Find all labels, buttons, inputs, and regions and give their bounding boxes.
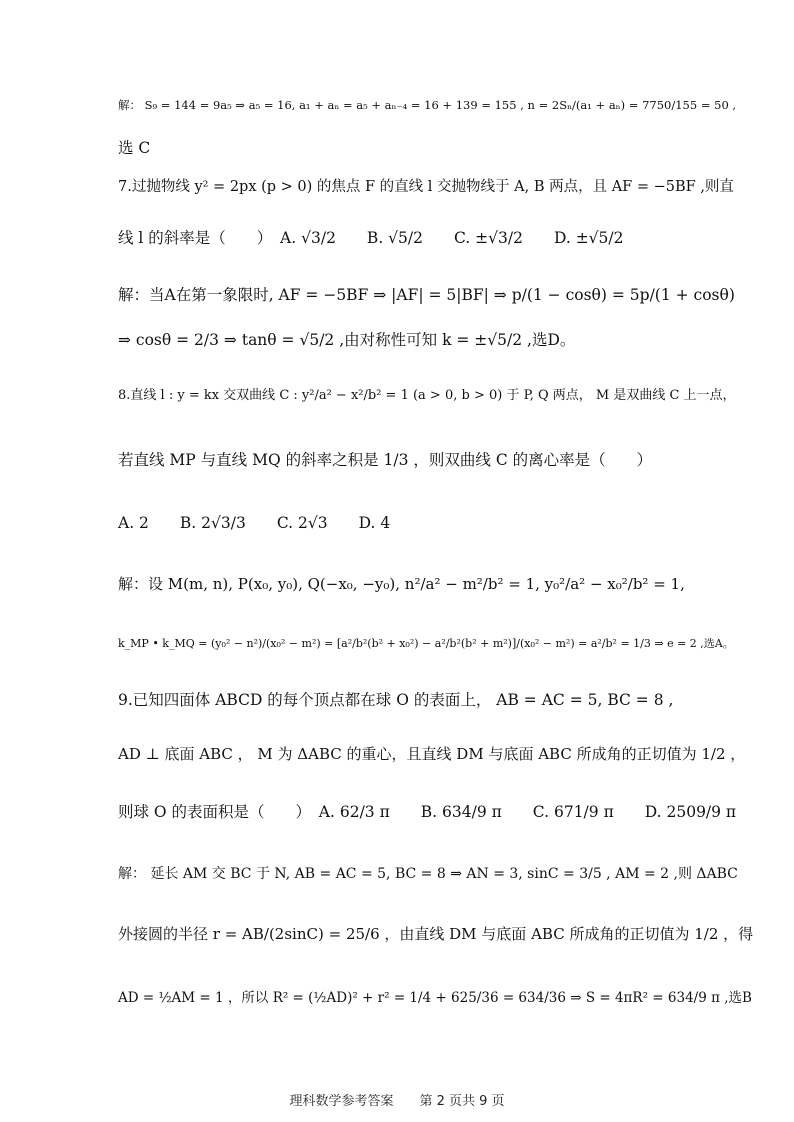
question-8-line-1: 8.直线 l : y = kx 交双曲线 C : y²/a² − x²/b² = 1 (a > 0, b > 0) 于 P, Q 两点， M 是双曲线 C 上一点， — [118, 388, 736, 403]
solution-9-line-3: AD = ½AM = 1 ，所以 R² = (½AD)² + r² = 1/4 + 625/36 = 634/36 ⇒ S = 4πR² = 634/9 π ,选B — [118, 990, 752, 1006]
question-8-line-2: 若直线 MP 与直线 MQ 的斜率之积是 1/3 ，则双曲线 C 的离心率是（ ） — [118, 451, 653, 469]
question-8-options: A. 2 B. 2√3/3 C. 2√3 D. 4 — [118, 514, 391, 532]
page-footer: 理科数学参考答案 第 2 页共 9 页 — [289, 1094, 505, 1109]
question-7-line-1: 7.过抛物线 y² = 2px (p > 0) 的焦点 F 的直线 l 交抛物线于 A, B 两点，且 AF = −5BF ,则直 — [118, 179, 734, 195]
solution-6-line-1: 解： S₉ = 144 = 9a₅ ⇒ a₅ = 16, a₁ + aₙ = a₅ + aₙ₋₄ = 16 + 139 = 155 , n = 2Sₙ/(a₁ + aₙ) = 7750/155 = 50 , — [118, 98, 737, 112]
solution-7-line-2: ⇒ cosθ = 2/3 ⇒ tanθ = √5/2 ,由对称性可知 k = ±√5/2 ,选D。 — [118, 331, 576, 349]
question-9-options: 则球 O 的表面积是（ ） A. 62/3 π B. 634/9 π C. 671/9 π D. 2509/9 π — [118, 803, 737, 821]
solution-8-line-1: 解：设 M(m, n), P(x₀, y₀), Q(−x₀, −y₀), n²/a² − m²/b² = 1, y₀²/a² − x₀²/b² = 1, — [118, 575, 685, 593]
solution-7-line-1: 解：当A在第一象限时, AF = −5BF ⇒ |AF| = 5|BF| ⇒ p/(1 − cosθ) = 5p/(1 + cosθ) — [118, 286, 735, 304]
solution-9-line-2: 外接圆的半径 r = AB/(2sinC) = 25/6 ，由直线 DM 与底面 ABC 所成角的正切值为 1/2 ，得 — [118, 925, 754, 943]
question-7-options: 线 l 的斜率是（ ） A. √3/2 B. √5/2 C. ±√3/2 D. ±√5/2 — [118, 229, 624, 247]
solution-9-line-1: 解： 延长 AM 交 BC 于 N, AB = AC = 5, BC = 8 ⇒ AN = 3, sinC = 3/5 , AM = 2 ,则 ΔABC — [118, 866, 738, 882]
question-9-line-2: AD ⊥ 底面 ABC ， M 为 ΔABC 的重心，且直线 DM 与底面 ABC 所成角的正切值为 1/2 ， — [118, 745, 746, 763]
question-9-line-1: 9.已知四面体 ABCD 的每个顶点都在球 O 的表面上， AB = AC = 5, BC = 8 , — [118, 691, 674, 709]
solution-6-line-2: 选 C — [118, 139, 151, 157]
solution-8-line-2: k_MP • k_MQ = (y₀² − n²)/(x₀² − m²) = [a²/b²(b² + x₀²) − a²/b²(b² + m²)]/(x₀² − m²) = a²/b² = 1/3 ⇒ e = 2 ,选A。 — [118, 637, 734, 650]
